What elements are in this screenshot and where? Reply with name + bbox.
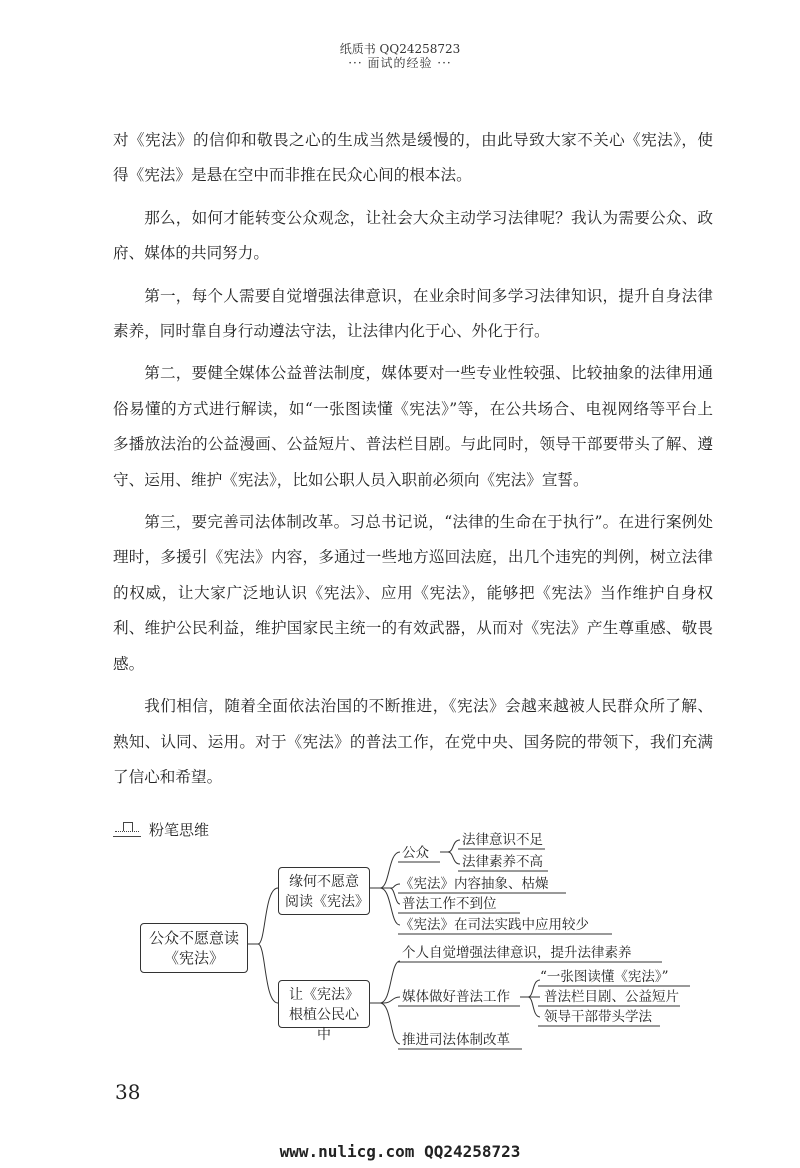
paragraph-3: 第一，每个人需要自觉增强法律意识，在业余时间多学习法律知识，提升自身法律素养，同时靠自身行动遵法守法，让法律内化于心、外化于行。 xyxy=(113,286,713,341)
mind-map-how-item-1: 个人自觉增强法律意识，提升法律素养 xyxy=(402,945,632,961)
mind-map-public-child-1: 法律意识不足 xyxy=(462,832,543,848)
paragraph-2: 那么，如何才能转变公众观念，让社会大众主动学习法律呢？我认为需要公众、政府、媒体的共同努力。 xyxy=(113,208,713,263)
page-number: 38 xyxy=(115,1080,141,1104)
mind-map-media-child-1: “一张图读懂《宪法》” xyxy=(540,969,669,985)
mind-map-public-child-2: 法律素养不高 xyxy=(462,854,543,870)
mind-map-branch-how: 让《宪法》根植公民心中 xyxy=(278,980,370,1028)
mind-map-public: 公众 xyxy=(402,845,429,861)
mind-map-why-item-1: 《宪法》内容抽象、枯燥 xyxy=(400,876,549,892)
section-title: 粉笔思维 xyxy=(149,820,210,839)
mind-map-why-item-2: 普法工作不到位 xyxy=(402,896,497,912)
mind-map-how-item-3: 推进司法体制改革 xyxy=(402,1032,510,1048)
mind-map-media-child-3: 领导干部带头学法 xyxy=(544,1009,652,1025)
header-top-line: 纸质书 QQ24258723 xyxy=(339,42,461,56)
paragraph-6: 我们相信，随着全面依法治国的不断推进，《宪法》会越来越被人民群众所了解、熟知、认同、运用。对于《宪法》的普法工作，在党中央、国务院的带领下，我们充满了信心和希望。 xyxy=(113,697,713,786)
paragraph-1: 对《宪法》的信仰和敬畏之心的生成当然是缓慢的，由此导致大家不关心《宪法》，使得《宪法》是悬在空中而非推在民众心间的根本法。 xyxy=(113,131,713,185)
mind-map-root: 公众不愿意读《宪法》 xyxy=(140,923,248,973)
paragraph-5: 第三，要完善司法体制改革。习总书记说，“法律的生命在于执行”。在进行案例处理时，多援引《宪法》内容，多通过一些地方巡回法庭，出几个违宪的判例，树立法律的权威，让大家广泛地认识《宪法》、应用《宪法》，能够把《宪法》当作维护自身权利、维护公民利益，维护国家民主统一的有效武器，从而对《宪法》产生尊重感、敬畏感。 xyxy=(113,513,713,673)
mind-map-media-child-2: 普法栏目剧、公益短片 xyxy=(544,989,679,1005)
mind-map-branch-why: 缘何不愿意阅读《宪法》 xyxy=(278,867,370,915)
mind-map-why-item-3: 《宪法》在司法实践中应用较少 xyxy=(400,917,589,933)
paragraph-4: 第二，要健全媒体公益普法制度，媒体要对一些专业性较强、比较抽象的法律用通俗易懂的方式进行解读，如“一张图读懂《宪法》”等，在公共场合、电视网络等平台上多播放法治的公益漫画、公益短片、普法栏目剧。与此同时，领导干部要带头了解、遵守、运用、维护《宪法》，比如公职人员入职前必须向《宪法》宣誓。 xyxy=(113,364,713,489)
header-chapter-title: ··· 面试的经验 ··· xyxy=(348,56,452,70)
footer-watermark: www.nulicg.com QQ24258723 xyxy=(279,1142,521,1161)
mind-map-how-item-2: 媒体做好普法工作 xyxy=(402,989,510,1005)
